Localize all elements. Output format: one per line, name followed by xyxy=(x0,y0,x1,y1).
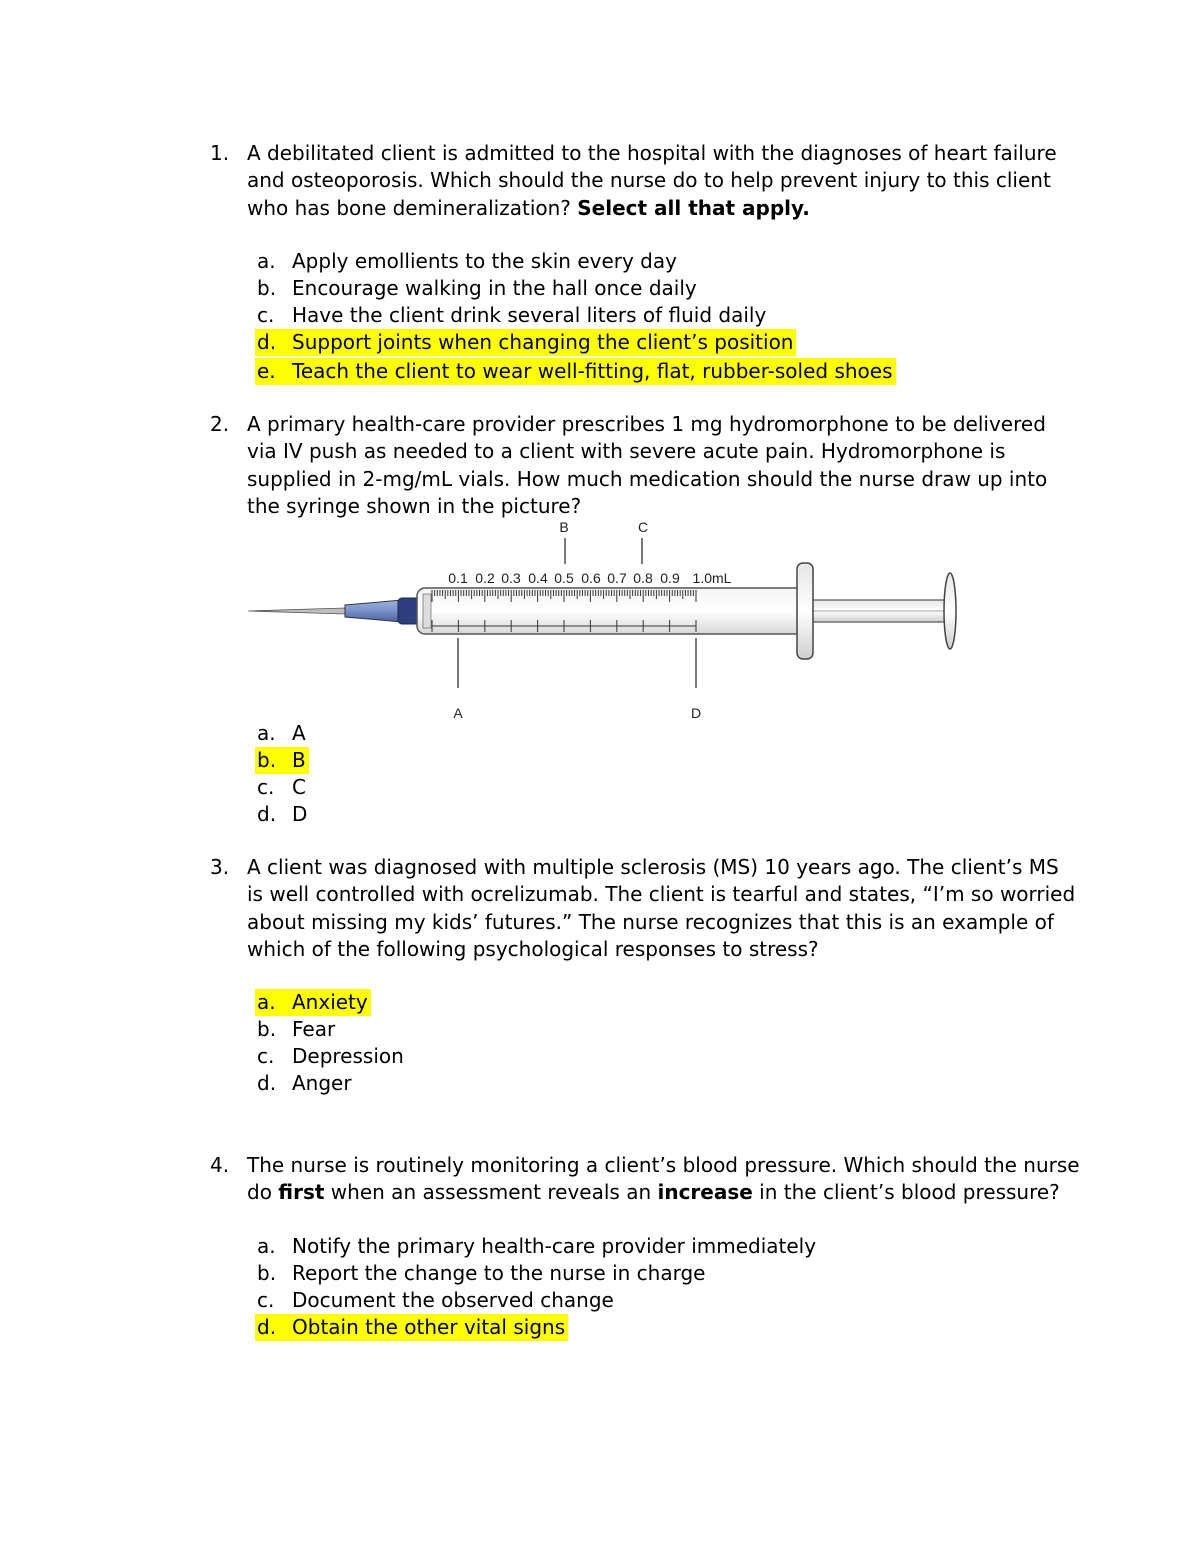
option-c[interactable]: c. Depression xyxy=(257,1044,404,1069)
question-stem: A client was diagnosed with multiple sclerosis (MS) 10 years ago. The client’s MS is well controlled with ocrelizumab. The client is tearful and states, “I’m so worried about missing my kids’ futures.” The nurse recognizes that this is an example of which of the following psychological responses to stress? xyxy=(247,855,1076,961)
scale-label: 0.5 xyxy=(554,570,574,586)
answer-highlight: e. Teach the client to wear well-fitting, flat, rubber-soled shoes xyxy=(255,358,896,385)
question-number: 2. xyxy=(210,412,230,436)
pointer-label-c: C xyxy=(637,519,649,535)
option-d[interactable] xyxy=(257,329,1080,356)
answer-highlight: a. Anxiety xyxy=(255,989,371,1016)
scale-label: 0.9 xyxy=(660,570,680,586)
option-a[interactable]: a. Apply emollients to the skin every day xyxy=(257,248,677,273)
scale-label: 0.3 xyxy=(501,570,521,586)
question-stem: A debilitated client is admitted to the hospital with the diagnoses of heart failure and osteoporosis. Which should the nurse do to help prevent injury to this client who has bone demineralization? Select all that apply. xyxy=(247,141,1057,220)
scale-label: 0.2 xyxy=(475,570,495,586)
options-list xyxy=(257,248,1080,385)
option-d[interactable]: d. Anger xyxy=(257,1071,352,1096)
syringe-barrel xyxy=(417,588,805,634)
pointer-label-d: D xyxy=(690,705,702,721)
option-c[interactable]: c. C xyxy=(257,775,306,799)
question-1 xyxy=(210,140,1080,385)
answer-highlight: d. Obtain the other vital signs xyxy=(255,1314,568,1341)
options-list xyxy=(257,989,1080,1097)
scale-label: 0.1 xyxy=(448,570,468,586)
question-stem: A primary health-care provider prescribes 1 mg hydromorphone to be delivered via IV push as needed to a client with severe acute pain. Hydromorphone is supplied in 2-mg/mL vials. How much medication should the nurse draw up into the syringe shown in the picture? xyxy=(247,412,1048,518)
plunger-thumb-press xyxy=(944,573,956,649)
option-a[interactable]: a. Notify the primary health-care provider immediately xyxy=(257,1233,817,1258)
question-3 xyxy=(210,854,1080,1097)
option-a[interactable]: a. A xyxy=(257,721,306,745)
scale-label: 1.0mL xyxy=(692,570,732,586)
barrel-flange xyxy=(797,563,813,659)
option-e[interactable] xyxy=(257,358,1080,385)
question-number: 4. xyxy=(210,1153,230,1177)
option-d[interactable] xyxy=(257,1314,1080,1341)
scale-label: 0.8 xyxy=(633,570,653,586)
option-d[interactable]: d. D xyxy=(257,802,308,826)
question-2 xyxy=(210,411,1080,520)
option-b[interactable]: b. Fear xyxy=(257,1017,336,1042)
question-number: 3. xyxy=(210,855,230,879)
option-a[interactable] xyxy=(257,989,1080,1016)
question-4 xyxy=(210,1152,1080,1341)
option-c[interactable]: c. Document the observed change xyxy=(257,1287,614,1312)
scale-label: 0.6 xyxy=(581,570,601,586)
answer-highlight: b. B xyxy=(255,747,309,774)
options-list xyxy=(257,1233,1080,1341)
needle xyxy=(248,608,345,614)
needle-hub xyxy=(345,600,402,622)
question-stem: The nurse is routinely monitoring a client’s blood pressure. Which should the nurse do first when an assessment reveals an increase in the client’s blood pressure? xyxy=(247,1153,1080,1205)
scale-label: 0.7 xyxy=(607,570,627,586)
question-2-options xyxy=(210,720,1080,828)
scale-label: 0.4 xyxy=(528,570,548,586)
option-b[interactable]: b. Report the change to the nurse in charge xyxy=(257,1260,706,1285)
option-c[interactable]: c. Have the client drink several liters of fluid daily xyxy=(257,302,767,327)
option-b[interactable] xyxy=(257,747,1080,774)
pointer-label-a: A xyxy=(453,705,463,721)
syringe-figure xyxy=(240,516,970,726)
option-b[interactable]: b. Encourage walking in the hall once daily xyxy=(257,275,697,300)
pointer-label-b: B xyxy=(559,519,569,535)
options-list xyxy=(257,720,1080,828)
question-number: 1. xyxy=(210,141,230,165)
answer-highlight: d. Support joints when changing the client’s position xyxy=(255,329,796,356)
